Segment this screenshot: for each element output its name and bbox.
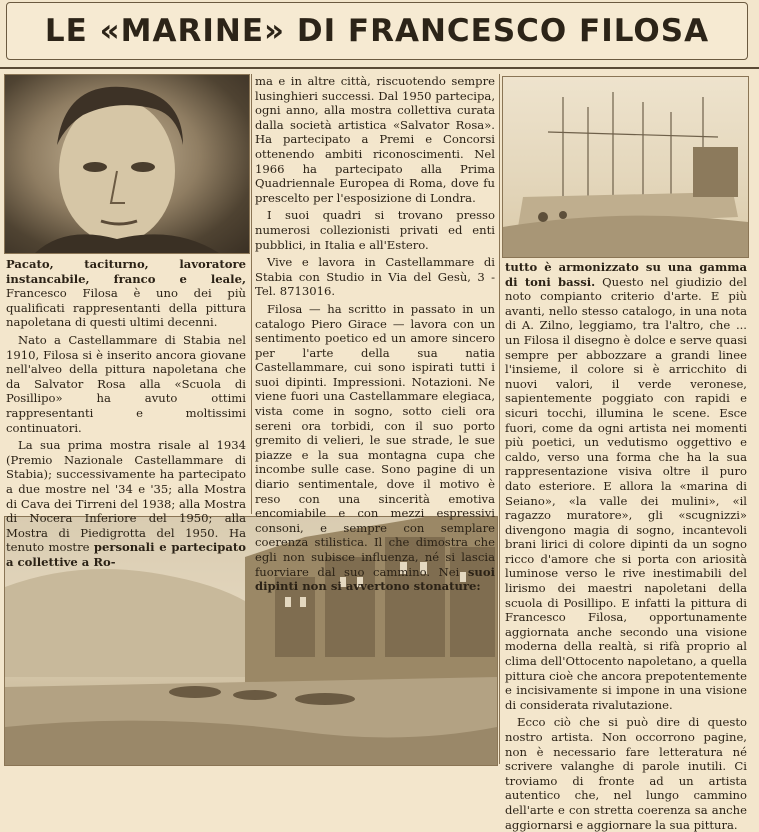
paragraph <box>255 302 495 594</box>
column-divider <box>499 74 500 764</box>
artist-portrait-photo <box>4 74 250 254</box>
paragraph: Nato a Castellammare di Stabia nel 1910, Filosa si è inserito ancora giovane nell'alveo della pittura napoletana che da Salvator Rosa alla «Scuola di Posillipo» ha avuto ottimi rappresentanti e moltissimi continuatori. <box>6 332 246 435</box>
article-column-3 <box>505 260 747 832</box>
harbor-painting-photo <box>502 76 749 258</box>
paragraph: I suoi quadri si trovano presso numerosi collezionisti privati ed enti pubblici, in Italia e all'Estero. <box>255 208 495 252</box>
paragraph: ma e in altre città, riscuotendo sempre lusinghieri successi. Dal 1950 partecipa, ogni anno, alla mostra collettiva curata dalla società artistica «Salvator Rosa». Ha partecipato a Premi e Concorsi ottenendo ambiti riconoscimenti. Nel 1966 ha partecipato alla Prima Quadriennale Europea di Roma, dove fu prescelto per l'esposizione di Londra. <box>255 74 495 205</box>
headline-box <box>6 2 748 60</box>
paragraph <box>505 260 747 712</box>
top-rule <box>0 67 759 69</box>
column-divider <box>251 74 252 514</box>
bold-text: personali e partecipato a collettive a Ro- <box>6 540 246 569</box>
paragraph: Ecco ciò che si può dire di questo nostro artista. Non occorrono pagine, non è necessario fare letteratura né scrivere valanghe di parole inutili. Ci troviamo di fronte ad un artista autentico che, nel lungo cammino dell'arte e con stretta coerenza sa anche aggiornarsi e aggiornare la sua pittura. <box>505 715 747 832</box>
article-column-1 <box>6 257 246 569</box>
article-column-2 <box>255 74 495 594</box>
paragraph-text: La sua prima mostra risale al 1934 (Premio Nazionale Castellammare di Stabia); successivamente ha partecipato a due mostre nel '34 e '35; alla Mostra di Cava dei Tirreni del 1938; alla Mostra di Nocera Inferiore del 1950; alla Mostra di Piedigrotta del 1950. Ha tenuto mostre <box>6 438 246 555</box>
article-title: LE «MARINE» DI FRANCESCO FILOSA <box>44 13 710 49</box>
paragraph <box>6 438 246 569</box>
bold-text: suoi dipinti non si avvertono stonature: <box>255 564 495 594</box>
paragraph-text: Francesco Filosa è uno dei più qualificati rappresentanti della pittura napoletana di questi ultimi decenni. <box>6 286 246 330</box>
paragraph-text: Questo nel giudizio del noto compianto criterio d'arte. E più avanti, nello stesso catalogo, in una nota di A. Zilno, leggiamo, tra l'altro, che ... un Filosa il disegno è dolce e serve quasi sempre per abbozzare a grandi linee l'insieme, il colore si è arricchito di nuovi valori, il verde veronese, sapientemente poggiato con rapidi e sicuri tocchi, illumina le scene. Esce fuori, come da ogni artista nei momenti più poetici, un vedutismo oggettivo e caldo, verso una forma che ha la sua rappresentazione visiva oltre il puro dato esteriore. E allora la «marina di Seiano», «la valle dei mulini», «il ragazzo muratore», gli «scugnizzi» divengono magia di sogno, incantevoli brani lirici di colore dipinti da un sogno ricco d'amore che si porta con ariosità luminose verso le rive inestimabili del lirismo dei maestri napoletani della scuola di Posillipo. E infatti la pittura di Francesco Filosa, opportunamente aggiornata anche secondo una visione moderna della realtà, si rifà proprio al clima dell'Ottocento napoletano, a quella pittura cioè che ancora prepotentemente e incisivamente si impone in una visione di considerata rivalutazione. <box>505 274 747 712</box>
paragraph <box>6 257 246 330</box>
lead-text: Pacato, taciturno, lavoratore instancabile, franco e leale, <box>6 257 246 286</box>
bold-text: tutto è armonizzato su una gamma di toni bassi. <box>505 260 747 289</box>
paragraph: Vive e lavora in Castellammare di Stabia con Studio in Via del Gesù, 3 - Tel. 8713016. <box>255 255 495 299</box>
paragraph-text: Filosa — ha scritto in passato in un catalogo Piero Girace — lavora con un sentimento poetico ed un amore sincero per l'arte della sua natia Castellammare, cui sono ispirati tutti i suoi dipinti. Impressioni. Notazioni. Ne viene fuori una Castellammare elegiaca, vista come in sogno, sotto cieli ora sereni ora torbidi, con il suo porto gremito di velieri, le sue strade, le sue piazze e la sua montagna cupa che incombe sulle case. Sono pagine di un diario sentimentale, dove il motivo è reso con una sincerità emotiva encomiabile e con mezzi espressivi consoni, e sempre con semplare coerenza stilistica. Il che dimostra che egli non subisce influenza, né si lascia fuorviare dal suo cammino. Nei <box>255 301 495 579</box>
